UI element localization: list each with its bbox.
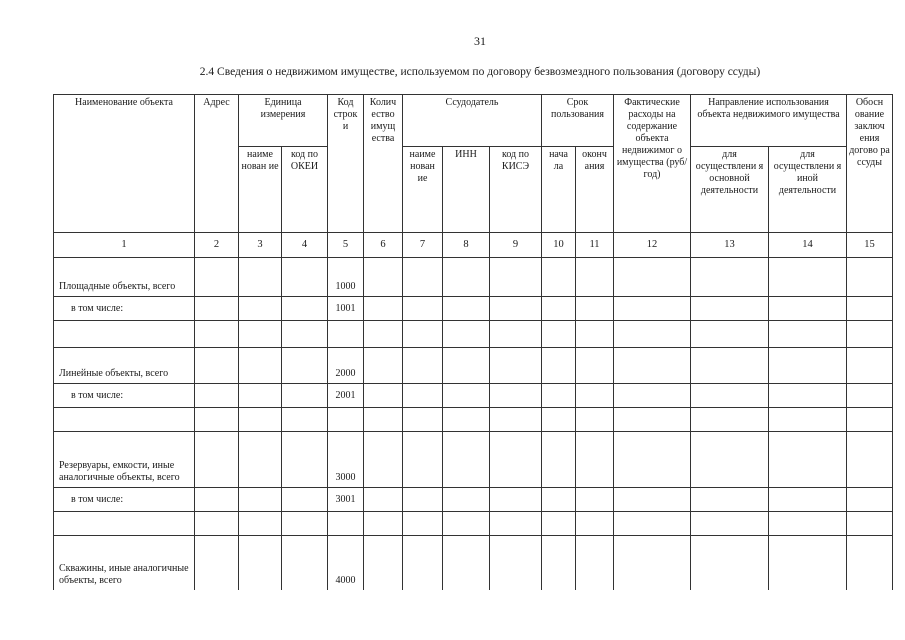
header-term-start: нача ла [542, 147, 576, 233]
header-actual-costs: Фактические расходы на содержание объекта недвижимог о имущества (руб/год) [614, 95, 691, 233]
section-title: 2.4 Сведения о недвижимом имуществе, используемом по договору безвозмездного пользования (договору ссуды) [199, 66, 761, 78]
table-row [54, 321, 893, 348]
table-row [54, 258, 893, 297]
header-direction: Направление использования объекта недвижимого имущества [691, 95, 847, 147]
column-number: 3 [239, 233, 282, 258]
row-code: 2001 [328, 384, 364, 408]
column-number: 5 [328, 233, 364, 258]
column-number: 1 [54, 233, 195, 258]
row-label: в том числе: [54, 488, 195, 512]
row-label: в том числе: [54, 384, 195, 408]
page-number: 31 [474, 34, 486, 48]
column-number: 9 [490, 233, 542, 258]
column-number: 7 [403, 233, 443, 258]
column-number: 11 [576, 233, 614, 258]
row-label: в том числе: [54, 297, 195, 321]
table-row [54, 512, 893, 536]
column-number: 2 [195, 233, 239, 258]
header-row-code: Код строк и [328, 95, 364, 233]
table-row [54, 384, 893, 408]
row-code: 1001 [328, 297, 364, 321]
column-number: 4 [282, 233, 328, 258]
header-name: Наименование объекта [54, 95, 195, 233]
row-code: 1000 [328, 258, 364, 297]
table-row [54, 348, 893, 384]
column-number: 10 [542, 233, 576, 258]
table-row [54, 297, 893, 321]
column-number: 12 [614, 233, 691, 258]
column-number: 15 [847, 233, 893, 258]
column-number: 8 [443, 233, 490, 258]
row-code: 3001 [328, 488, 364, 512]
column-number: 6 [364, 233, 403, 258]
header-unit: Единица измерения [239, 95, 328, 147]
row-label: Площадные объекты, всего [54, 258, 195, 297]
header-direction-main: для осуществлени я основной деятельности [691, 147, 769, 233]
table-row [54, 432, 893, 488]
header-lender-kise: код по КИСЭ [490, 147, 542, 233]
property-table [53, 94, 893, 590]
column-number: 13 [691, 233, 769, 258]
row-label: Скважины, иные аналогичные объекты, всего [54, 536, 195, 590]
header-lender-inn: ИНН [443, 147, 490, 233]
header-term-end: оконч ания [576, 147, 614, 233]
table-row [54, 408, 893, 432]
header-lender: Ссудодатель [403, 95, 542, 147]
row-code: 2000 [328, 348, 364, 384]
header-justification: Обосн ование заключ ения догово ра ссуды [847, 95, 893, 233]
table-row [54, 488, 893, 512]
header-address: Адрес [195, 95, 239, 233]
header-term: Срок пользования [542, 95, 614, 147]
row-code: 4000 [328, 536, 364, 590]
column-number-row [54, 233, 893, 258]
header-unit-okei: код по ОКЕИ [282, 147, 328, 233]
row-label: Линейные объекты, всего [54, 348, 195, 384]
header-quantity: Колич ество имущ ества [364, 95, 403, 233]
header-unit-name: наиме нован ие [239, 147, 282, 233]
row-label: Резервуары, емкости, иные аналогичные объекты, всего [54, 432, 195, 488]
table-row [54, 536, 893, 590]
row-code: 3000 [328, 432, 364, 488]
header-lender-name: наиме нован ие [403, 147, 443, 233]
column-number: 14 [769, 233, 847, 258]
header-direction-other: для осуществлени я иной деятельности [769, 147, 847, 233]
